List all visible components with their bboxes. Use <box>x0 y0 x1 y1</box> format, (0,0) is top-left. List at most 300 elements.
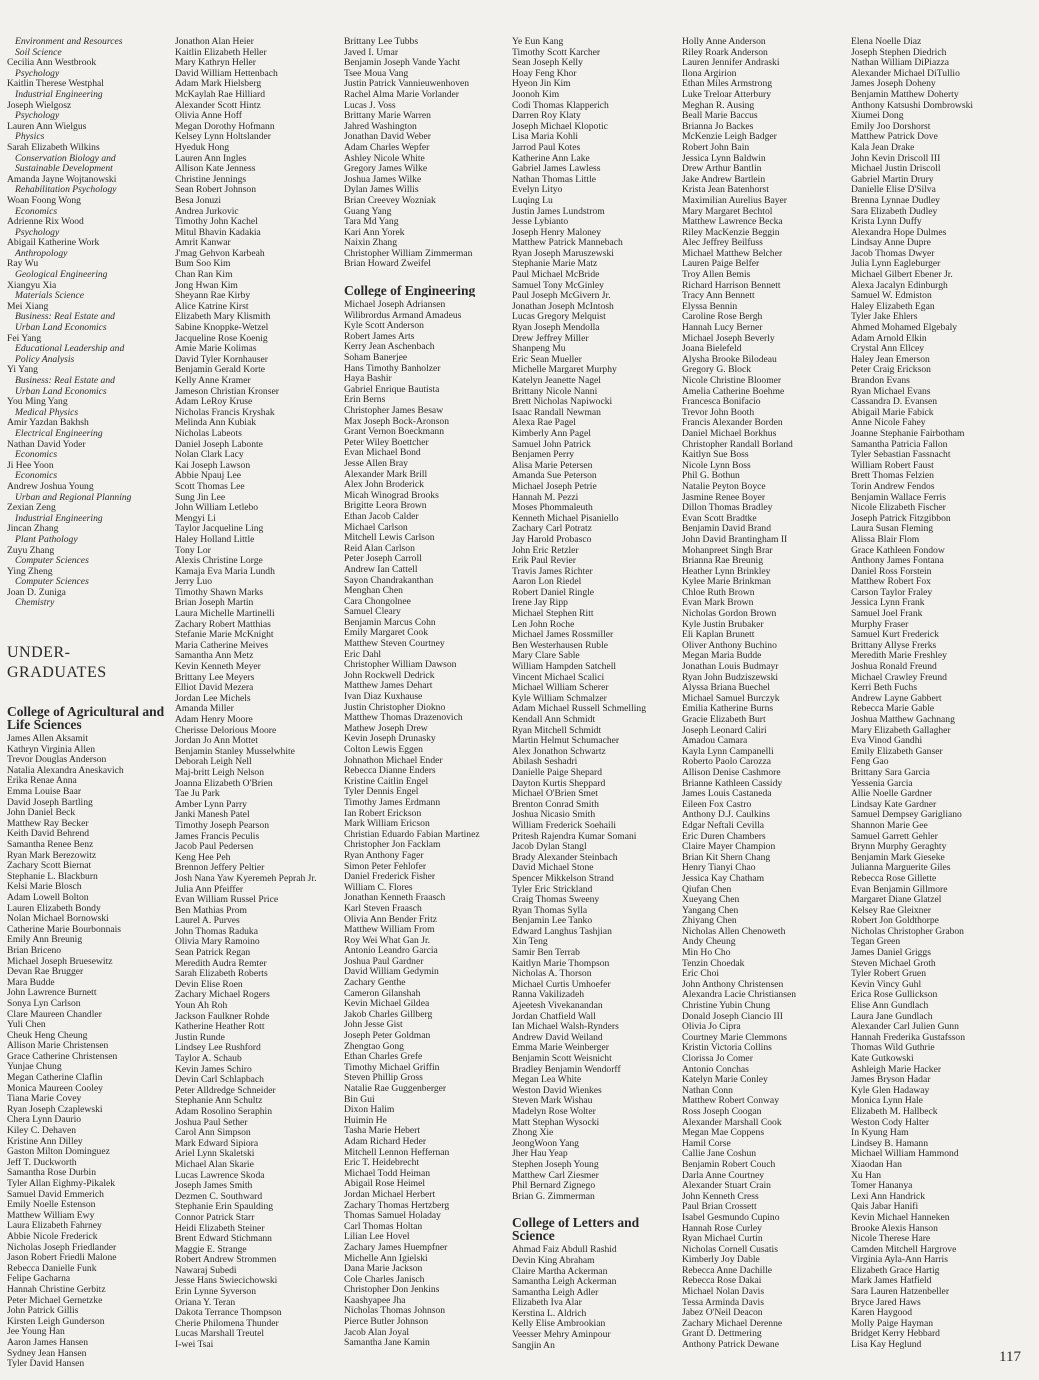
name-entry: Hannah Frederika Gustafsson <box>851 1032 966 1043</box>
name-entry: Ryan Anthony Fager <box>344 850 424 861</box>
name-entry: Paul Brian Crossett <box>682 1202 757 1213</box>
name-entry: Margaret Diane Glatzel <box>851 895 942 906</box>
name-entry: Sarah Elizabeth Roberts <box>175 969 268 980</box>
name-entry: Yangang Chen <box>682 905 739 916</box>
name-entry: Jher Hau Yeap <box>512 1149 568 1160</box>
name-entry: Nicholas A. Thorson <box>512 969 592 980</box>
name-entry: Francesca Bonifacio <box>682 397 761 408</box>
name-entry: Naixin Zhang <box>344 238 398 249</box>
name-entry: Michael Todd Heiman <box>344 1168 431 1179</box>
name-entry: Michael Gilbert Ebener Jr. <box>851 270 953 281</box>
name-entry: Yuli Chen <box>7 1020 46 1031</box>
name-entry: Thomas Samuel Holaday <box>344 1211 441 1222</box>
name-entry: Ben Westerhausen Ruble <box>512 640 609 651</box>
name-entry: Luqing Lu <box>512 195 553 206</box>
name-entry: Sara Lauren Hatzenbeller <box>851 1287 950 1298</box>
name-entry: Timothy Shawn Marks <box>175 587 264 598</box>
name-entry: Michael Joseph Bruesewitz <box>7 956 113 967</box>
name-entry: Christopher Jon Facklam <box>344 840 441 851</box>
name-entry: John Jesse Gist <box>344 1020 403 1031</box>
field-of-study: Economics <box>15 450 58 461</box>
name-entry: Jordan Michael Herbert <box>344 1189 436 1200</box>
name-entry: Oliver Anthony Buchino <box>682 640 777 651</box>
name-entry: Maggie E. Strange <box>175 1244 247 1255</box>
name-entry: Joanna Elizabeth O'Brien <box>175 778 273 789</box>
name-entry: Kirsten Leigh Gunderson <box>7 1316 105 1327</box>
name-entry: Emma Louise Baar <box>7 787 82 798</box>
name-entry: Kerri Beth Fuchs <box>851 683 918 694</box>
name-entry: Jacob Dylan Stangl <box>512 842 587 853</box>
name-entry: Ian Michael Walsh-Rynders <box>512 1022 619 1033</box>
name-entry: Kyle Scott Anderson <box>344 321 424 332</box>
name-entry: Emily Elizabeth Ganser <box>851 746 943 757</box>
name-entry: Beall Marie Baccus <box>682 111 758 122</box>
name-entry: Alex Jonathon Schwartz <box>512 746 606 757</box>
name-entry: Matthew William From <box>344 925 435 936</box>
name-entry: Weston Cody Halter <box>851 1117 930 1128</box>
name-entry: Megan Mae Coppens <box>682 1128 765 1139</box>
name-entry: Molly Paige Hayman <box>851 1318 934 1329</box>
name-entry: Adam Rosolino Seraphin <box>175 1106 272 1117</box>
name-entry: Veesser Mehry Aminpour <box>512 1330 611 1341</box>
name-entry: Lucas Lawrence Skoda <box>175 1170 265 1181</box>
column-4 <box>512 37 672 1351</box>
name-entry: Kylee Marie Brinkman <box>682 577 771 588</box>
name-entry: Carson Taylor Fraley <box>851 587 933 598</box>
name-entry: Ajeetesh Vivekanandan <box>512 1001 603 1012</box>
name-entry: Lucas Marshall Treutel <box>175 1329 264 1340</box>
name-entry: Peter Joseph Carroll <box>344 554 422 565</box>
name-entry: David Michael Stone <box>512 863 594 874</box>
name-entry: Yunjae Chung <box>7 1062 62 1073</box>
name-entry: Michael Stephen Ritt <box>512 609 594 620</box>
name-entry: Jordan Chatfield Wall <box>512 1011 596 1022</box>
name-entry: Tara Md Yang <box>344 217 399 228</box>
name-entry: Weston David Wienkes <box>512 1085 602 1096</box>
name-entry: Elizabeth Mary Klismith <box>175 312 271 323</box>
name-entry: Kevin Michael Gildea <box>344 999 430 1010</box>
name-entry: Zuyu Zhang <box>7 545 55 556</box>
name-entry: Matthew William Ewy <box>7 1210 95 1221</box>
name-entry: Christine Jennings <box>175 174 247 185</box>
name-entry: Lucas J. Voss <box>344 100 396 111</box>
name-entry: John Rockwell Dedrick <box>344 670 435 681</box>
name-entry: Bryce Jared Haws <box>851 1297 921 1308</box>
name-entry: Erin Lynne Syverson <box>175 1287 257 1298</box>
name-entry: Michelle Ann Igielski <box>344 1253 428 1264</box>
name-entry: Ray Wu <box>7 259 39 270</box>
name-entry: Elizabeth Grace Hartig <box>851 1265 940 1276</box>
name-entry: Brittany Allyse Frerks <box>851 640 937 651</box>
name-entry: Kala Jean Drake <box>851 142 915 153</box>
name-entry: Lindsey Lee Rushford <box>175 1043 261 1054</box>
name-entry: Mark James Hatfield <box>851 1276 932 1287</box>
name-entry: Keng Hee Peh <box>175 852 231 863</box>
name-entry: Gabriel James Lawless <box>512 164 601 175</box>
name-entry: Robert Jon Goldthorpe <box>851 916 939 927</box>
name-entry: Andy Cheung <box>682 937 736 948</box>
name-entry: Elliot David Mezera <box>175 683 254 694</box>
name-entry: Joan D. Zuniga <box>7 587 66 598</box>
name-entry: Dayton Kurtis Sheppard <box>512 778 606 789</box>
name-entry: Anne Nicole Fahey <box>851 418 926 429</box>
name-entry: Kiley C. Dehaven <box>7 1126 77 1137</box>
name-entry: Monica Lynn Hale <box>851 1096 923 1107</box>
name-entry: Woan Foong Wong <box>7 195 81 206</box>
name-entry: Brent Edward Stichmann <box>175 1234 272 1245</box>
name-entry: Lauren Elizabeth Bondy <box>7 903 101 914</box>
name-entry: Laura Jane Gundlach <box>851 1011 933 1022</box>
name-entry: Devin King Abraham <box>512 1255 595 1266</box>
name-entry: Gabriel Martin Drury <box>851 174 934 185</box>
name-entry: Megan Lea White <box>512 1075 582 1086</box>
name-entry: Jonathan Louis Budmayr <box>682 662 779 673</box>
college-heading: College of Agricultural and Life Sciences <box>7 705 165 732</box>
name-entry: Edgar Neftali Cevilla <box>682 820 765 831</box>
name-entry: Samir Ben Terrab <box>512 948 580 959</box>
name-entry: Jessica Lynn Baldwin <box>682 153 766 164</box>
name-entry: Riley MacKenzie Beggin <box>682 227 780 238</box>
name-entry: Paul Joseph McGivern Jr. <box>512 291 611 302</box>
field-of-study: Psychology <box>15 111 60 122</box>
name-entry: Natalia Alexandra Aneskavich <box>7 765 124 776</box>
name-entry: Jackson Faulkner Rohde <box>175 1011 270 1022</box>
name-entry: Haya Bashir <box>344 374 392 385</box>
name-entry: Devin Carl Schlapbach <box>175 1075 264 1086</box>
name-entry: Eric Sean Mueller <box>512 354 582 365</box>
name-entry: John Eric Retzler <box>512 545 579 556</box>
name-entry: Timothy John Kachel <box>175 217 258 228</box>
name-entry: Joshua Nicasio Smith <box>512 810 596 821</box>
name-entry: Nicole Therese Hare <box>851 1234 931 1245</box>
field-of-study: Industrial Engineering <box>15 89 103 100</box>
name-entry: Laura Michelle Martinelli <box>175 609 275 620</box>
name-entry: Steven Michael Groth <box>851 958 936 969</box>
name-entry: Tessa Arminda Davis <box>682 1297 764 1308</box>
name-entry: Kelsi Marie Blosch <box>7 882 82 893</box>
name-entry: Heidi Elizabeth Steiner <box>175 1223 265 1234</box>
name-entry: Tiana Marie Covey <box>7 1094 82 1105</box>
name-entry: Michael Joseph Beverly <box>682 333 775 344</box>
name-entry: Chloe Ruth Brown <box>682 587 755 598</box>
name-entry: James Francis Peculis <box>175 831 260 842</box>
name-entry: Kelly Elise Ambrookian <box>512 1319 606 1330</box>
field-of-study: Physics <box>15 132 45 143</box>
name-entry: Kevin Michael Hanneken <box>851 1212 950 1223</box>
name-entry: Brian Howard Zweifel <box>344 259 431 270</box>
name-entry: Lilian Lee Hovel <box>344 1232 410 1243</box>
name-entry: Joseph Peter Goldman <box>344 1031 431 1042</box>
name-entry: Tracy Ann Bennett <box>682 291 755 302</box>
name-entry: Jacob Alan Joyal <box>344 1327 410 1338</box>
name-entry: Meghan R. Ausing <box>682 100 755 111</box>
name-entry: Josh Nana Yaw Kyeremeh Peprah Jr. <box>175 873 317 884</box>
field-of-study: Psychology <box>15 68 60 79</box>
name-entry: Claire Martha Ackerman <box>512 1266 608 1277</box>
name-entry: Adam Arnold Elkin <box>851 333 927 344</box>
name-entry: Zachary Scott Biernat <box>7 861 92 872</box>
name-entry: Joshua Matthew Gachnang <box>851 715 955 725</box>
name-entry: Zachary Thomas Hertzberg <box>344 1200 450 1211</box>
name-entry: Nathan William DiPiazza <box>851 58 950 69</box>
name-entry: Natalie Peyton Boyce <box>682 481 766 492</box>
name-entry: Matthew Robert Conway <box>682 1096 779 1107</box>
name-entry: Karl Steven Fraasch <box>344 903 422 914</box>
name-entry: Danielle Elise D'Silva <box>851 185 936 196</box>
name-entry: I-wei Tsai <box>175 1340 214 1351</box>
name-entry: Christopher William Zimmerman <box>344 248 473 259</box>
name-entry: Elyssa Bennin <box>682 301 738 312</box>
name-entry: Sayon Chandrakanthan <box>344 575 434 586</box>
name-entry: Tyler Dennis Engel <box>344 787 419 798</box>
name-entry: Jessica Lynn Frank <box>851 598 925 609</box>
college-heading: College of Engineering <box>344 284 476 298</box>
name-entry: Evan Scott Bradtke <box>682 513 757 524</box>
name-entry: Antonio Leandro Garcia <box>344 946 438 957</box>
name-entry: Stefanie Marie McKnight <box>175 630 274 641</box>
name-entry: Brittany Lee Tubbs <box>344 37 419 47</box>
name-entry: Joanne Stephanie Fairbotham <box>851 428 965 439</box>
name-entry: Kimberly Joy Dable <box>682 1255 760 1266</box>
column-6 <box>851 37 1011 1351</box>
name-entry: Benjamin Robert Couch <box>682 1159 776 1170</box>
name-entry: Janki Manesh Patel <box>175 810 250 821</box>
name-entry: Megan Maria Budde <box>682 651 762 662</box>
name-entry: Ben Mathias Prom <box>175 905 247 916</box>
name-entry: John Kevin Driscoll III <box>851 153 941 164</box>
name-entry: Brittany Lee Meyers <box>175 672 255 683</box>
name-entry: Kendall Ann Schmidt <box>512 715 596 725</box>
name-entry: Alexandra Lacie Christiansen <box>682 990 797 1001</box>
name-entry: Sarah Elizabeth Wilkins <box>7 142 100 153</box>
name-entry: Kerstina L. Aldrich <box>512 1308 587 1319</box>
name-entry: Hannah Rose Curley <box>682 1223 762 1234</box>
name-entry: William C. Flores <box>344 882 413 893</box>
name-entry: Jay Harold Probasco <box>512 534 592 545</box>
name-entry: Gaston Milton Dominguez <box>7 1147 110 1158</box>
name-entry: Benjamin Matthew Doherty <box>851 89 959 100</box>
name-entry: William Robert Faust <box>851 460 934 471</box>
name-entry: Craig Thomas Sweeny <box>512 895 600 906</box>
name-entry: Erin Berns <box>344 395 386 406</box>
name-entry: John Kenneth Cress <box>682 1191 759 1202</box>
name-entry: Tyler Jake Ehlers <box>851 312 918 323</box>
name-entry: Mathew Joseph Drew <box>344 723 428 734</box>
name-entry: Camden Mitchell Hargrove <box>851 1244 957 1255</box>
name-entry: Xiumei Dong <box>851 111 904 122</box>
name-entry: Alexa Rae Pagel <box>512 418 576 429</box>
name-entry: Ji Hee Yoon <box>7 460 54 471</box>
name-entry: Alexander Michael DiTullio <box>851 68 960 79</box>
name-entry: Rebecca Danielle Funk <box>7 1263 97 1274</box>
name-entry: Monica Maureen Cooley <box>7 1083 103 1094</box>
name-entry: Len John Roche <box>512 619 575 630</box>
name-entry: Kari Ann Yorek <box>344 227 405 238</box>
field-of-study: Business: Real Estate and <box>15 312 115 323</box>
name-entry: Ryan Michael Curtin <box>682 1234 763 1245</box>
name-entry: Adam Mark Hielsberg <box>175 79 262 90</box>
name-entry: Adrienne Rix Wood <box>7 217 84 228</box>
name-entry: Claire Mayer Champion <box>682 842 776 853</box>
name-entry: Cole Charles Janisch <box>344 1274 425 1285</box>
name-entry: Brianna Jo Backes <box>682 121 754 132</box>
column-3 <box>344 37 504 1349</box>
name-entry: Samantha Jane Kamin <box>344 1338 430 1349</box>
name-entry: Samuel Kurt Frederick <box>851 630 939 641</box>
name-entry: Matthew Lawrence Becka <box>682 217 783 228</box>
name-entry: Alexander Scott Hintz <box>175 100 261 111</box>
name-entry: Evan Benjamin Gillmore <box>851 884 948 895</box>
name-entry: Alysha Brooke Bilodeau <box>682 354 777 365</box>
name-entry: Benjamin David Brand <box>682 524 771 535</box>
name-entry: Maria Catherine Meives <box>175 640 269 651</box>
name-entry: Olivia Anne Hoff <box>175 111 242 122</box>
name-entry: Peter Michael Gernetzke <box>7 1295 103 1306</box>
name-entry: Benjamin Gerald Korte <box>175 365 266 376</box>
name-entry: Richard Harrison Bennett <box>682 280 781 291</box>
name-entry: Nolan Clark Lacy <box>175 450 244 461</box>
name-entry: Christian Eduardo Fabian Martinez <box>344 829 480 840</box>
name-entry: Kristine Ann Dilley <box>7 1136 83 1147</box>
name-entry: Courtney Marie Clemmons <box>682 1032 787 1043</box>
name-entry: Christopher Randall Borland <box>682 439 793 450</box>
name-entry: Joshua Ronald Freund <box>851 662 937 673</box>
name-entry: Taylor A. Schaub <box>175 1054 242 1064</box>
name-entry: Nawaraj Subedi <box>175 1265 237 1276</box>
field-of-study: Soil Science <box>15 47 62 58</box>
name-entry: Brooke Alexis Hanson <box>851 1223 938 1234</box>
name-entry: Adam Michael Russell Schmelling <box>512 704 647 715</box>
name-entry: Antonio Conchas <box>682 1064 749 1075</box>
name-entry: Sheyann Rae Kirby <box>175 291 251 302</box>
name-entry: Mary Kathryn Heller <box>175 58 256 69</box>
name-entry: Samantha Ann Metz <box>175 651 254 662</box>
name-entry: Samantha Leigh Adler <box>512 1287 599 1298</box>
name-entry: Michael William Hammond <box>851 1149 959 1160</box>
name-entry: Tsee Moua Vang <box>344 68 409 79</box>
field-of-study: Urban Land Economics <box>15 323 107 334</box>
field-of-study: Anthropology <box>15 248 68 259</box>
name-entry: Jabez O'Neil Deacon <box>682 1308 763 1319</box>
name-entry: Scott Thomas Lee <box>175 481 245 492</box>
name-entry: Lauren Ann Ingles <box>175 153 247 164</box>
name-entry: McKaylah Rae Hilliard <box>175 89 266 100</box>
name-entry: Ivan Diaz Kuxhause <box>344 692 423 703</box>
college-heading: College of Letters and Science <box>512 1216 640 1243</box>
name-entry: Ryan Joseph Maruszewski <box>512 248 614 259</box>
name-entry: Timothy Michael Griffin <box>344 1062 440 1073</box>
name-entry: Eric Dahl <box>344 649 382 660</box>
name-entry: Jong Hwan Kim <box>175 280 238 291</box>
name-entry: Ryan Joseph Mendolla <box>512 323 600 334</box>
name-entry: Laurel A. Purves <box>175 916 240 927</box>
name-entry: Elise Ann Gundlach <box>851 1001 929 1012</box>
name-entry: Zachary Michael Rogers <box>175 990 270 1001</box>
name-entry: Alissa Blair Flom <box>851 534 920 545</box>
name-entry: Nathan Thomas Little <box>512 174 597 185</box>
name-entry: John Daniel Beck <box>7 808 76 819</box>
name-entry: Jordan Lee Michels <box>175 693 251 704</box>
name-entry: Murphy Fraser <box>851 619 909 630</box>
name-entry: Alec Jeffrey Beilfuss <box>682 238 763 249</box>
name-entry: Phil Bernard Zignego <box>512 1181 596 1192</box>
name-entry: Brett Nicholas Napiwocki <box>512 397 613 408</box>
name-entry: Kevin Joseph Drunasky <box>344 734 436 745</box>
name-entry: Lindsay Kate Gardner <box>851 799 937 810</box>
name-entry: Felipe Gacharna <box>7 1274 71 1285</box>
name-entry: Rebecca Anne Dachille <box>682 1265 773 1276</box>
name-entry: Benjamin Marcus Cohn <box>344 617 436 628</box>
name-entry: Taylor Jacqueline Ling <box>175 524 264 535</box>
name-entry: Bridget Kerry Hebbard <box>851 1329 940 1340</box>
name-entry: Julia Ann Pfeiffer <box>175 884 244 895</box>
field-of-study: Chemistry <box>15 598 55 609</box>
name-entry: Kyle William Schmalzer <box>512 693 607 704</box>
name-entry: Peter Craig Erickson <box>851 365 931 376</box>
name-entry: Rebecca Marie Gable <box>851 704 935 715</box>
name-entry: Eric Duren Chambers <box>682 831 766 842</box>
name-entry: Abbie Npauj Lee <box>175 471 242 482</box>
name-entry: Kelly Anne Kramer <box>175 376 251 386</box>
name-entry: Michael Justin Driscoll <box>851 164 941 175</box>
name-entry: Clorissa Jo Comer <box>682 1054 753 1064</box>
name-entry: Mitchell Lewis Carlson <box>344 533 435 544</box>
name-entry: Alexa Jacalyn Edinburgh <box>851 280 948 291</box>
name-entry: Jacob Paul Pedersen <box>175 842 254 853</box>
name-entry: Alexander Carl Julien Gunn <box>851 1022 959 1033</box>
field-of-study: Materials Science <box>15 291 84 302</box>
name-entry: Daniel Frederick Fisher <box>344 872 436 883</box>
name-entry: Lindsey B. Hamann <box>851 1138 929 1149</box>
name-entry: Elizabeth Iva Alar <box>512 1298 582 1309</box>
name-entry: Lisa Maria Kohli <box>512 132 579 143</box>
name-entry: Nicole Christine Bloomer <box>682 376 782 386</box>
name-entry: Trevor John Booth <box>682 407 755 418</box>
name-entry: Bum Soo Kim <box>175 259 231 270</box>
name-entry: Abilash Seshadri <box>512 757 578 768</box>
name-entry: Jee Young Han <box>7 1327 65 1338</box>
field-of-study: Business: Real Estate and <box>15 376 115 386</box>
name-entry: Kristine Caitlin Engel <box>344 776 429 787</box>
name-entry: Matthew Steven Courtney <box>344 639 445 650</box>
name-entry: Pierce Butler Johnson <box>344 1317 429 1328</box>
name-entry: Tyler Allan Eighmy-Pikalek <box>7 1179 116 1189</box>
name-entry: Mitchell Lennon Heffernan <box>344 1147 450 1158</box>
name-entry: Amelia Catherine Boehme <box>682 386 785 397</box>
name-entry: Chan Ran Kim <box>175 270 233 281</box>
name-entry: Timothy James Erdmann <box>344 797 441 808</box>
name-entry: Stephen Joseph Young <box>512 1159 599 1170</box>
name-entry: Laura Elizabeth Fahrney <box>7 1221 102 1232</box>
field-of-study: Plant Pathology <box>15 534 78 545</box>
name-entry: Megan Dorothy Hofmann <box>175 121 275 132</box>
name-entry: Amir Yazdan Bakhsh <box>7 418 89 429</box>
name-entry: Sean Robert Johnson <box>175 185 257 196</box>
name-entry: Bin Gui <box>344 1094 375 1105</box>
name-entry: Brian Briceno <box>7 945 62 956</box>
name-entry: Kevin Vincy Guhl <box>851 979 922 990</box>
name-entry: Brittany Nicole Nanni <box>512 386 598 397</box>
name-entry: Brian Creevey Wozniak <box>344 195 436 206</box>
name-entry: Anthony James Fontana <box>851 556 944 567</box>
name-entry: Francis Alexander Borden <box>682 418 783 429</box>
name-entry: Zachary Genthe <box>344 978 406 989</box>
name-entry: Lauren Ann Wielgus <box>7 121 87 132</box>
name-entry: Matthew Patrick Dove <box>851 132 938 143</box>
name-entry: Amrit Kanwar <box>175 238 231 249</box>
name-entry: Xu Han <box>851 1170 882 1181</box>
name-entry: Brian Kit Shern Chang <box>682 852 771 863</box>
